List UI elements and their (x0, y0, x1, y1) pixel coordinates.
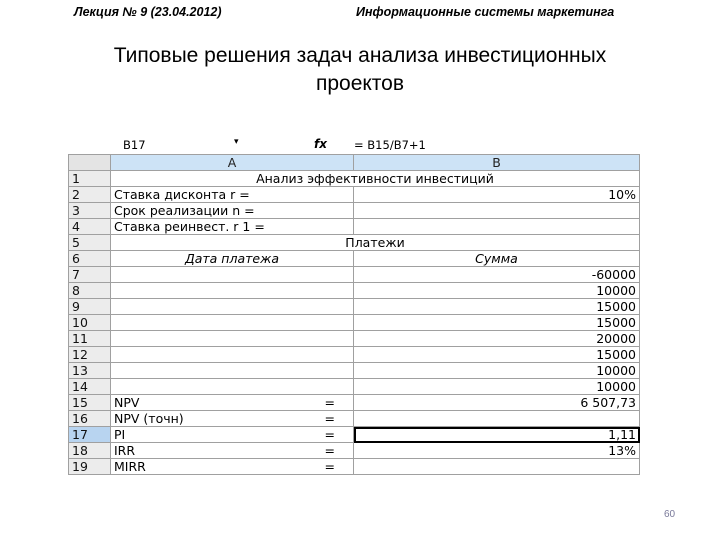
table-row (69, 427, 640, 443)
cell-a-equals: = (324, 459, 335, 474)
cell-b[interactable]: 10% (354, 187, 640, 203)
cell-b[interactable]: 10000 (354, 363, 640, 379)
row-header[interactable]: 3 (69, 203, 111, 219)
table-row (69, 251, 640, 267)
table-row (69, 235, 640, 251)
row-header[interactable]: 10 (69, 315, 111, 331)
table-row (69, 347, 640, 363)
cell-a-label: NPV (точн) (114, 411, 184, 426)
cell-a[interactable]: Срок реализации n = (111, 203, 354, 219)
row-header[interactable]: 13 (69, 363, 111, 379)
table-row (69, 379, 640, 395)
cell-a[interactable] (111, 443, 354, 459)
slide-title-line-2: проектов (315, 72, 405, 95)
cell-b[interactable]: 13% (354, 443, 640, 459)
row-header[interactable]: 5 (69, 235, 111, 251)
cell-a-label: IRR (114, 443, 136, 458)
cell-a[interactable] (111, 395, 354, 411)
cell-b[interactable]: 6 507,73 (354, 395, 640, 411)
cell-a[interactable] (111, 363, 354, 379)
row-header[interactable]: 11 (69, 331, 111, 347)
row-header[interactable]: 7 (69, 267, 111, 283)
row-header[interactable]: 18 (69, 443, 111, 459)
column-header-row (69, 155, 640, 171)
active-cell-b[interactable]: 1,11 (354, 427, 640, 443)
cell-a[interactable] (111, 299, 354, 315)
course-header: Информационные системы маркетинга (356, 5, 615, 19)
row-header[interactable]: 19 (69, 459, 111, 475)
cell-b[interactable]: 15000 (354, 315, 640, 331)
cell-b[interactable]: 10000 (354, 379, 640, 395)
table-row (69, 331, 640, 347)
slide-title-line-1: Типовые решения задач анализа инвестиционных (113, 44, 607, 67)
cell-a[interactable] (111, 283, 354, 299)
cell-b[interactable]: Сумма (354, 251, 640, 267)
fx-icon[interactable]: fx (314, 137, 327, 151)
formula-bar (68, 136, 644, 154)
merged-cell[interactable]: Анализ эффективности инвестиций (111, 171, 640, 187)
name-box-dropdown-icon[interactable]: ▾ (234, 137, 239, 147)
table-row (69, 411, 640, 427)
row-header[interactable]: 14 (69, 379, 111, 395)
table-row (69, 267, 640, 283)
select-all-corner[interactable] (69, 155, 111, 171)
cell-a[interactable] (111, 411, 354, 427)
table-row (69, 187, 640, 203)
cell-a[interactable]: Ставка реинвест. r 1 = (111, 219, 354, 235)
cell-a[interactable] (111, 459, 354, 475)
cell-a-equals: = (324, 395, 335, 410)
table-row (69, 299, 640, 315)
name-box[interactable]: B17 (123, 138, 146, 152)
row-header[interactable]: 12 (69, 347, 111, 363)
table-row (69, 171, 640, 187)
cell-a-label: MIRR (114, 459, 146, 474)
table-row (69, 219, 640, 235)
row-header[interactable]: 16 (69, 411, 111, 427)
merged-cell[interactable]: Платежи (111, 235, 640, 251)
cell-a[interactable]: Дата платежа (111, 251, 354, 267)
worksheet-grid (68, 154, 640, 475)
table-row (69, 203, 640, 219)
row-header[interactable]: 17 (69, 427, 111, 443)
row-header[interactable]: 2 (69, 187, 111, 203)
cell-a[interactable]: Ставка дисконта r = (111, 187, 354, 203)
row-header[interactable]: 8 (69, 283, 111, 299)
table-row (69, 363, 640, 379)
cell-a[interactable] (111, 379, 354, 395)
column-header-a[interactable]: A (111, 155, 354, 171)
cell-b[interactable] (354, 411, 640, 427)
cell-b[interactable]: 15000 (354, 299, 640, 315)
cell-a[interactable] (111, 427, 354, 443)
cell-b[interactable]: 20000 (354, 331, 640, 347)
lecture-header: Лекция № 9 (23.04.2012) (74, 5, 222, 19)
column-header-b[interactable]: B (354, 155, 640, 171)
cell-a[interactable] (111, 331, 354, 347)
table-row (69, 283, 640, 299)
cell-b[interactable]: 10000 (354, 283, 640, 299)
cell-a-equals: = (324, 443, 335, 458)
table-row (69, 459, 640, 475)
table-row (69, 443, 640, 459)
cell-b[interactable] (354, 203, 640, 219)
row-header[interactable]: 4 (69, 219, 111, 235)
page-number: 60 (664, 509, 676, 520)
row-header[interactable]: 1 (69, 171, 111, 187)
spreadsheet-screenshot (68, 136, 644, 476)
table-row (69, 395, 640, 411)
cell-a-equals: = (324, 411, 335, 426)
cell-a[interactable] (111, 347, 354, 363)
cell-a-label: PI (114, 427, 126, 442)
cell-a[interactable] (111, 267, 354, 283)
formula-input[interactable]: = B15/B7+1 (354, 138, 426, 152)
row-header[interactable]: 9 (69, 299, 111, 315)
cell-b[interactable]: 15000 (354, 347, 640, 363)
cell-b[interactable]: -60000 (354, 267, 640, 283)
cell-b[interactable] (354, 459, 640, 475)
row-header[interactable]: 15 (69, 395, 111, 411)
cell-a[interactable] (111, 315, 354, 331)
slide-title (40, 42, 680, 98)
cell-a-equals: = (324, 427, 335, 442)
cell-a-label: NPV (114, 395, 140, 410)
row-header[interactable]: 6 (69, 251, 111, 267)
table-row (69, 315, 640, 331)
cell-b[interactable] (354, 219, 640, 235)
